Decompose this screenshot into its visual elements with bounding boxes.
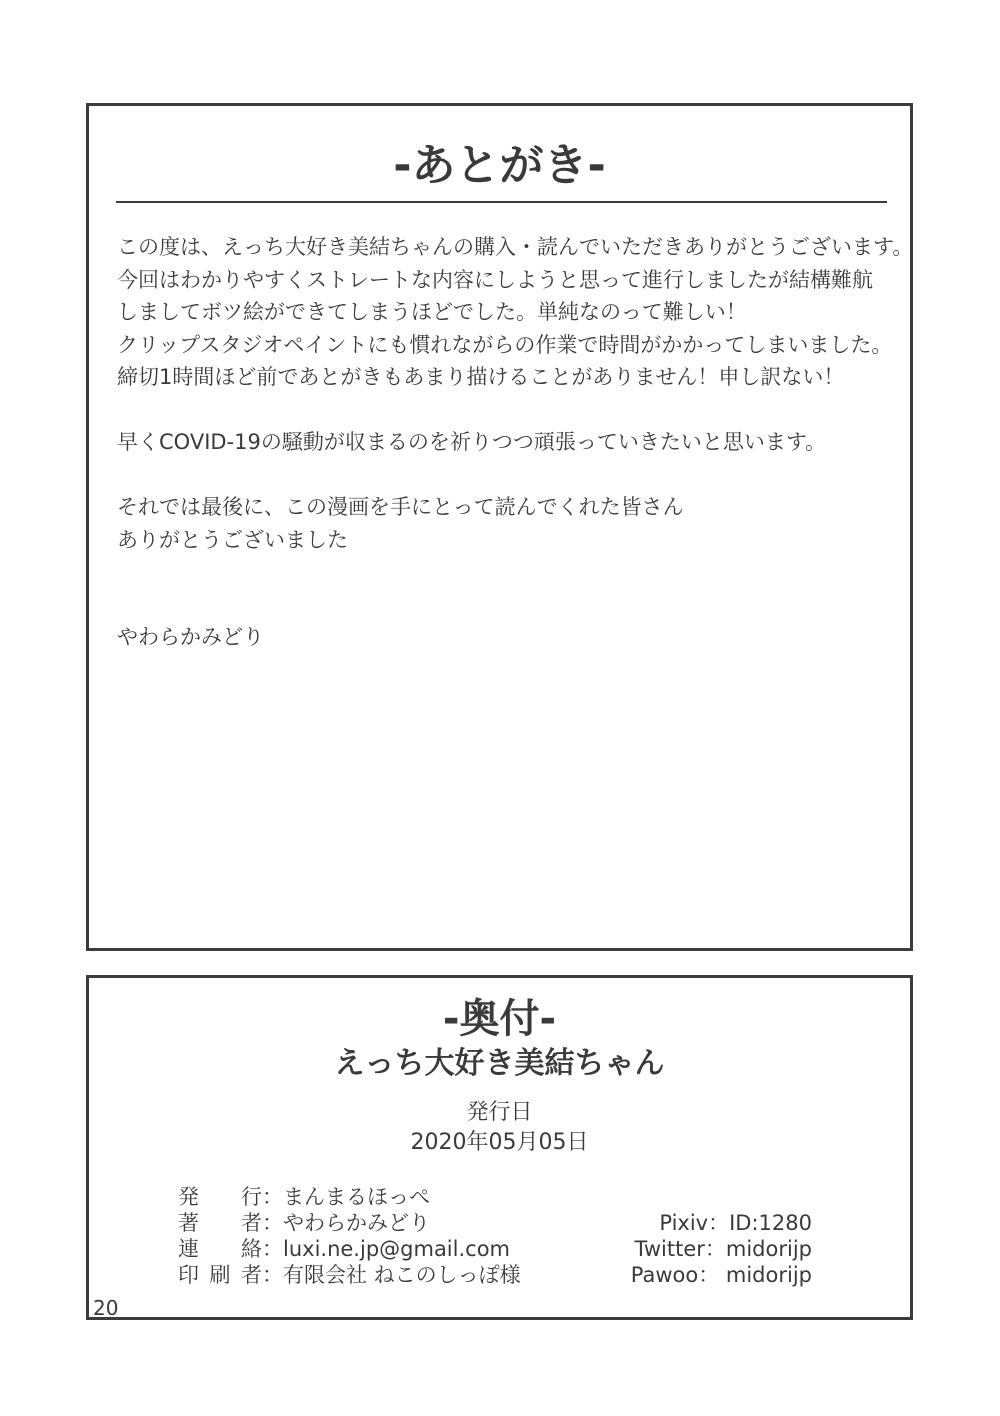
afterword-line: クリップスタジオペイントにも慣れながらの作業で時間がかかってしまいました。 [117, 332, 893, 357]
social-list [631, 1210, 812, 1288]
social-label: Pawoo [630, 1263, 699, 1287]
afterword-line: 締切1時間ほど前であとがきもあまり描けることがありません！申し訳ない！ [117, 365, 845, 389]
credit-key: 著者 [178, 1211, 262, 1235]
afterword-paragraph-3 [117, 491, 897, 556]
contact-email: luxi.ne.jp@gmail.com [283, 1237, 511, 1261]
book-title: えっち大好き美結ちゃん [334, 1046, 665, 1081]
afterword-line: ありがとうございました [117, 527, 348, 552]
credit-row-publisher [178, 1184, 521, 1210]
issue-date-label: 発行日 [466, 1100, 533, 1125]
afterword-line: しましてボツ絵ができてしまうほどでした。単純なのって難しい！ [117, 300, 747, 324]
social-separator: ： [704, 1237, 726, 1261]
author-signature: やわらかみどり [117, 625, 264, 649]
afterword-line: 早くCOVID-19の騒動が収まるのを祈りつつ頑張っていきたいと思います。 [117, 430, 827, 454]
social-separator: ： [698, 1263, 720, 1287]
credit-key: 連絡 [178, 1237, 262, 1261]
afterword-box [86, 103, 913, 951]
credit-value: やわらかみどり [283, 1211, 430, 1235]
afterword-divider [116, 201, 887, 203]
credit-separator: ： [262, 1263, 283, 1287]
credit-row-contact [178, 1236, 521, 1262]
afterword-line: それでは最後に、この漫画を手にとって読んでくれた皆さん [117, 495, 684, 519]
social-separator: ： [708, 1211, 730, 1235]
credit-row-printer [178, 1262, 521, 1288]
afterword-line: 今回はわかりやすくストレートな内容にしようと思って進行しましたが結構難航 [117, 267, 873, 292]
social-label: Pixiv [659, 1211, 709, 1235]
social-value: midorijp [725, 1237, 812, 1261]
afterword-title: -あとがき- [393, 140, 606, 191]
credit-value: 有限会社 ねこのしっぽ様 [283, 1263, 521, 1287]
credit-value: まんまるほっぺ [283, 1185, 430, 1209]
issue-date: 2020年05月05日 [410, 1130, 589, 1155]
credits-list [178, 1184, 521, 1288]
credit-key: 印刷者 [178, 1263, 262, 1287]
credit-separator: ： [262, 1237, 283, 1261]
credit-separator: ： [262, 1211, 283, 1235]
colophon-box [86, 975, 913, 1320]
social-row-twitter [631, 1236, 812, 1262]
afterword-paragraph-1 [117, 231, 914, 394]
afterword-signature [117, 621, 897, 654]
afterword-paragraph-2 [117, 426, 897, 459]
social-value: ID:1280 [729, 1211, 812, 1235]
credit-row-author [178, 1210, 521, 1236]
social-value: midorijp [719, 1263, 812, 1287]
social-row-pixiv [631, 1210, 812, 1236]
social-row-pawoo [631, 1262, 812, 1288]
credit-key: 発行 [178, 1185, 262, 1209]
afterword-line: この度は、えっち大好き美結ちゃんの購入・読んでいただきありがとうございます。 [117, 235, 914, 259]
colophon-title: -奥付- [442, 996, 557, 1042]
credit-separator: ： [262, 1185, 283, 1209]
social-label: Twitter [634, 1237, 705, 1261]
page-number: 20 [93, 1296, 119, 1320]
